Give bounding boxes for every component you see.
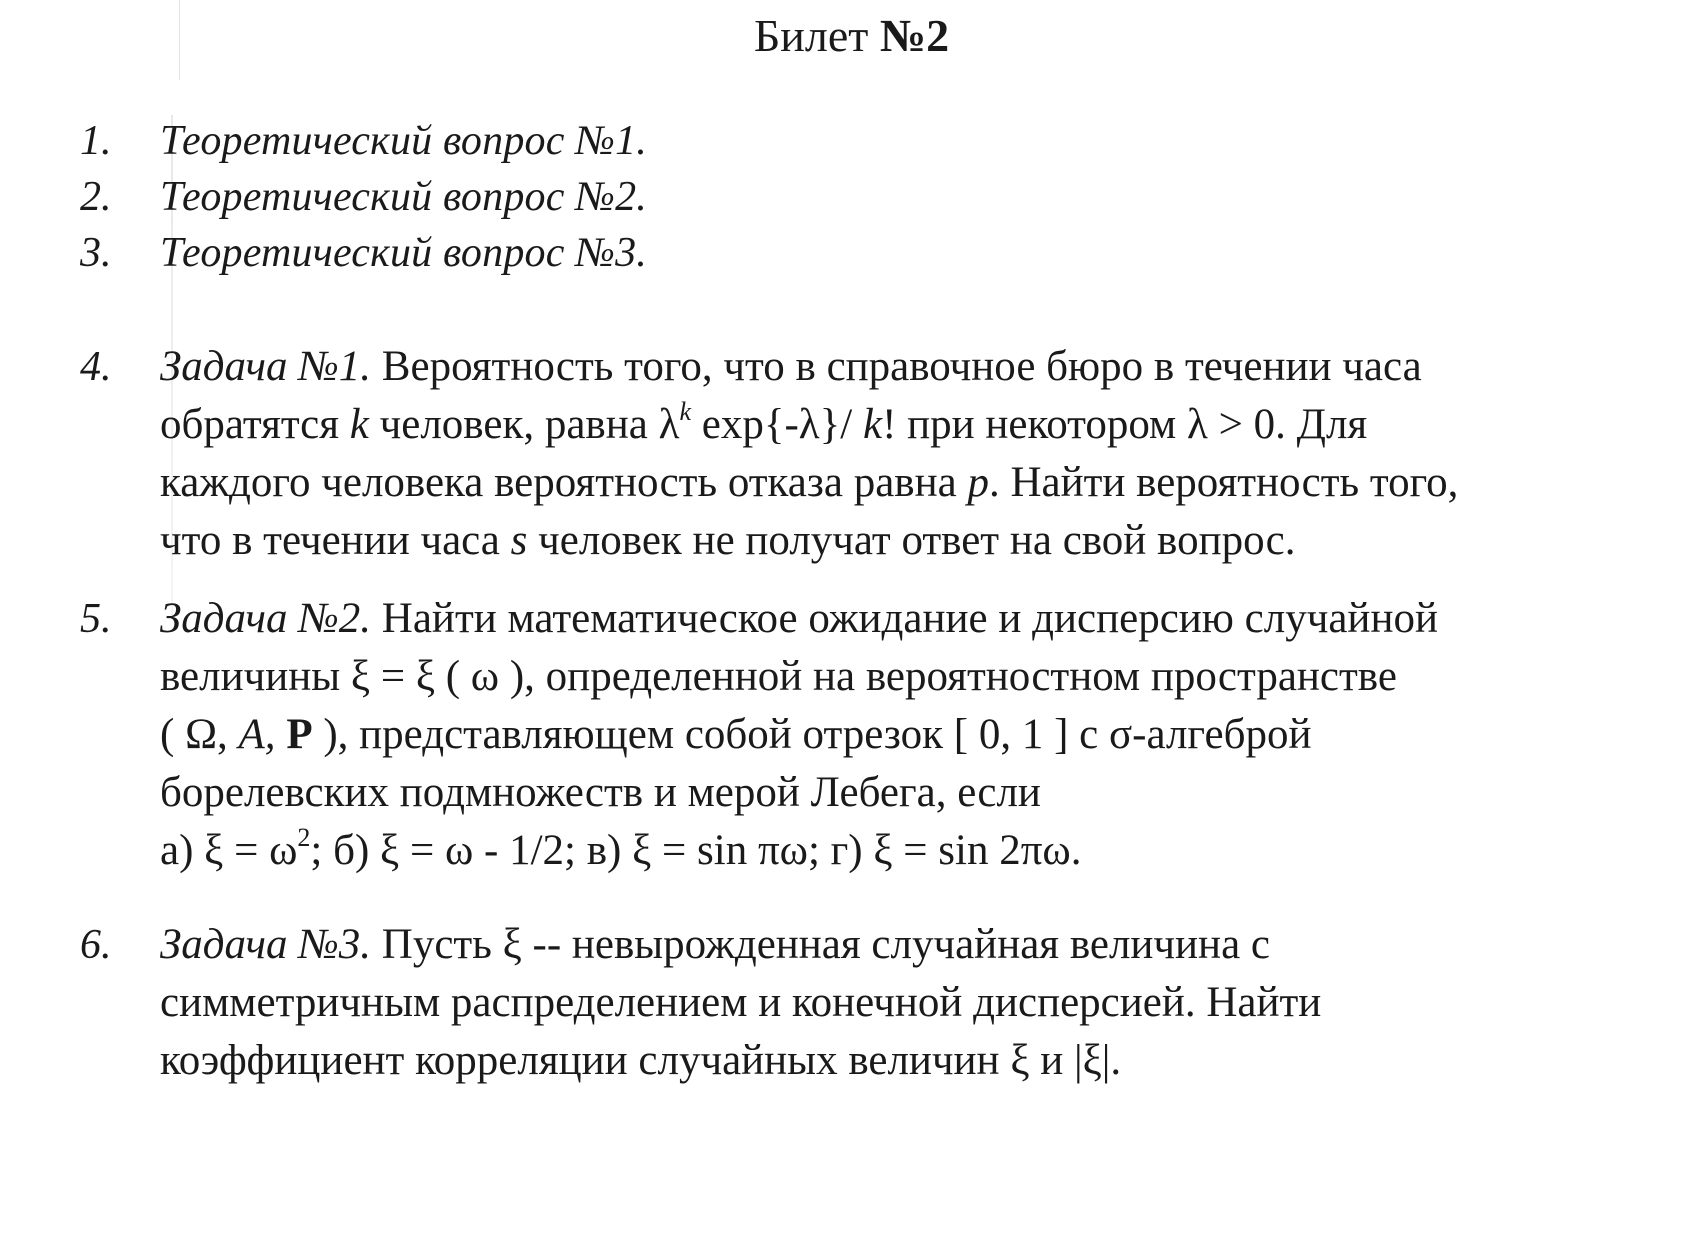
task-1-line-1-text: Вероятность того, что в справочное бюро в течении часа: [371, 343, 1422, 390]
task-3-line-2: симметричным распределением и конечной дисперсией. Найти: [160, 979, 1322, 1026]
task-2-line-4: борелевских подмножеств и мерой Лебега, если: [160, 769, 1041, 816]
task-label: Задача №1.: [160, 343, 372, 390]
task-2-line-2: величины ξ = ξ ( ω ), определенной на вероятностном пространстве: [160, 653, 1397, 700]
task-1-text: [160, 338, 1700, 570]
task-1-l3b: . Найти вероятность того,: [988, 459, 1459, 506]
exponent-2: 2: [297, 823, 311, 852]
task-2-l5a: а) ξ = ω: [160, 827, 298, 874]
sigma-algebra-A: A,: [238, 711, 276, 758]
item-marker: 2.: [80, 174, 112, 220]
task-label: Задача №3.: [160, 921, 372, 968]
task-1-line-2: [160, 396, 1700, 454]
exponent-k: k: [679, 397, 691, 426]
probability-measure-P: P: [286, 711, 313, 758]
task-1-l4a: что в течении часа: [160, 517, 511, 564]
task-1-l2d: ! при некотором λ > 0. Для: [882, 401, 1368, 448]
item-marker: 4.: [80, 344, 112, 390]
theory-question-text: Теоретический вопрос №2.: [160, 174, 647, 220]
task-2-line-5: [160, 822, 1700, 880]
item-marker: 6.: [80, 922, 112, 968]
task-1-l2b: человек, равна λ: [368, 401, 680, 448]
ticket-title-label: Билет: [753, 10, 869, 61]
task-1-line-3: [160, 454, 1700, 512]
theory-question-text: Теоретический вопрос №1.: [160, 118, 647, 164]
task-2-l3b: ), представляющем собой отрезок [ 0, 1 ] с σ-алгеброй: [312, 711, 1312, 758]
task-1-line-4: [160, 512, 1700, 570]
task-3-line-1-text: Пусть ξ -- невырожденная случайная величина с: [371, 921, 1270, 968]
item-marker: 3.: [80, 230, 112, 276]
task-1-line-1: [160, 338, 1700, 396]
task-2-line-1-text: Найти математическое ожидание и дисперсию случайной: [371, 595, 1438, 642]
task-2-text: [160, 590, 1700, 880]
task-1-l3a: каждого человека вероятность отказа равна: [160, 459, 968, 506]
ticket-title-number: №2: [879, 10, 950, 61]
var-k-2: k: [862, 401, 883, 448]
task-1-l2a: обратятся: [160, 401, 350, 448]
item-marker: 5.: [80, 596, 112, 642]
task-2-l3-space: [276, 711, 287, 758]
var-k: k: [349, 401, 369, 448]
var-s: s: [510, 517, 528, 564]
item-marker: 1.: [80, 118, 112, 164]
task-1-l4b: человек не получат ответ на свой вопрос.: [527, 517, 1296, 564]
var-p: p: [967, 459, 989, 506]
task-2-l3a: ( Ω,: [160, 711, 239, 758]
ticket-title: [0, 6, 1703, 66]
task-label: Задача №2.: [160, 595, 372, 642]
task-2-line-3: [160, 706, 1700, 764]
task-3-line-1: [160, 916, 1700, 974]
task-2-line-1: [160, 590, 1700, 648]
task-2-l5b: ; б) ξ = ω - 1/2; в) ξ = sin πω; г) ξ = sin 2πω.: [310, 827, 1082, 874]
task-3-text: [160, 916, 1700, 1090]
task-1-l2c: exp{-λ}/: [690, 401, 863, 448]
theory-question-text: Теоретический вопрос №3.: [160, 230, 647, 276]
task-3-line-3: коэффициент корреляции случайных величин ξ и |ξ|.: [160, 1037, 1122, 1084]
